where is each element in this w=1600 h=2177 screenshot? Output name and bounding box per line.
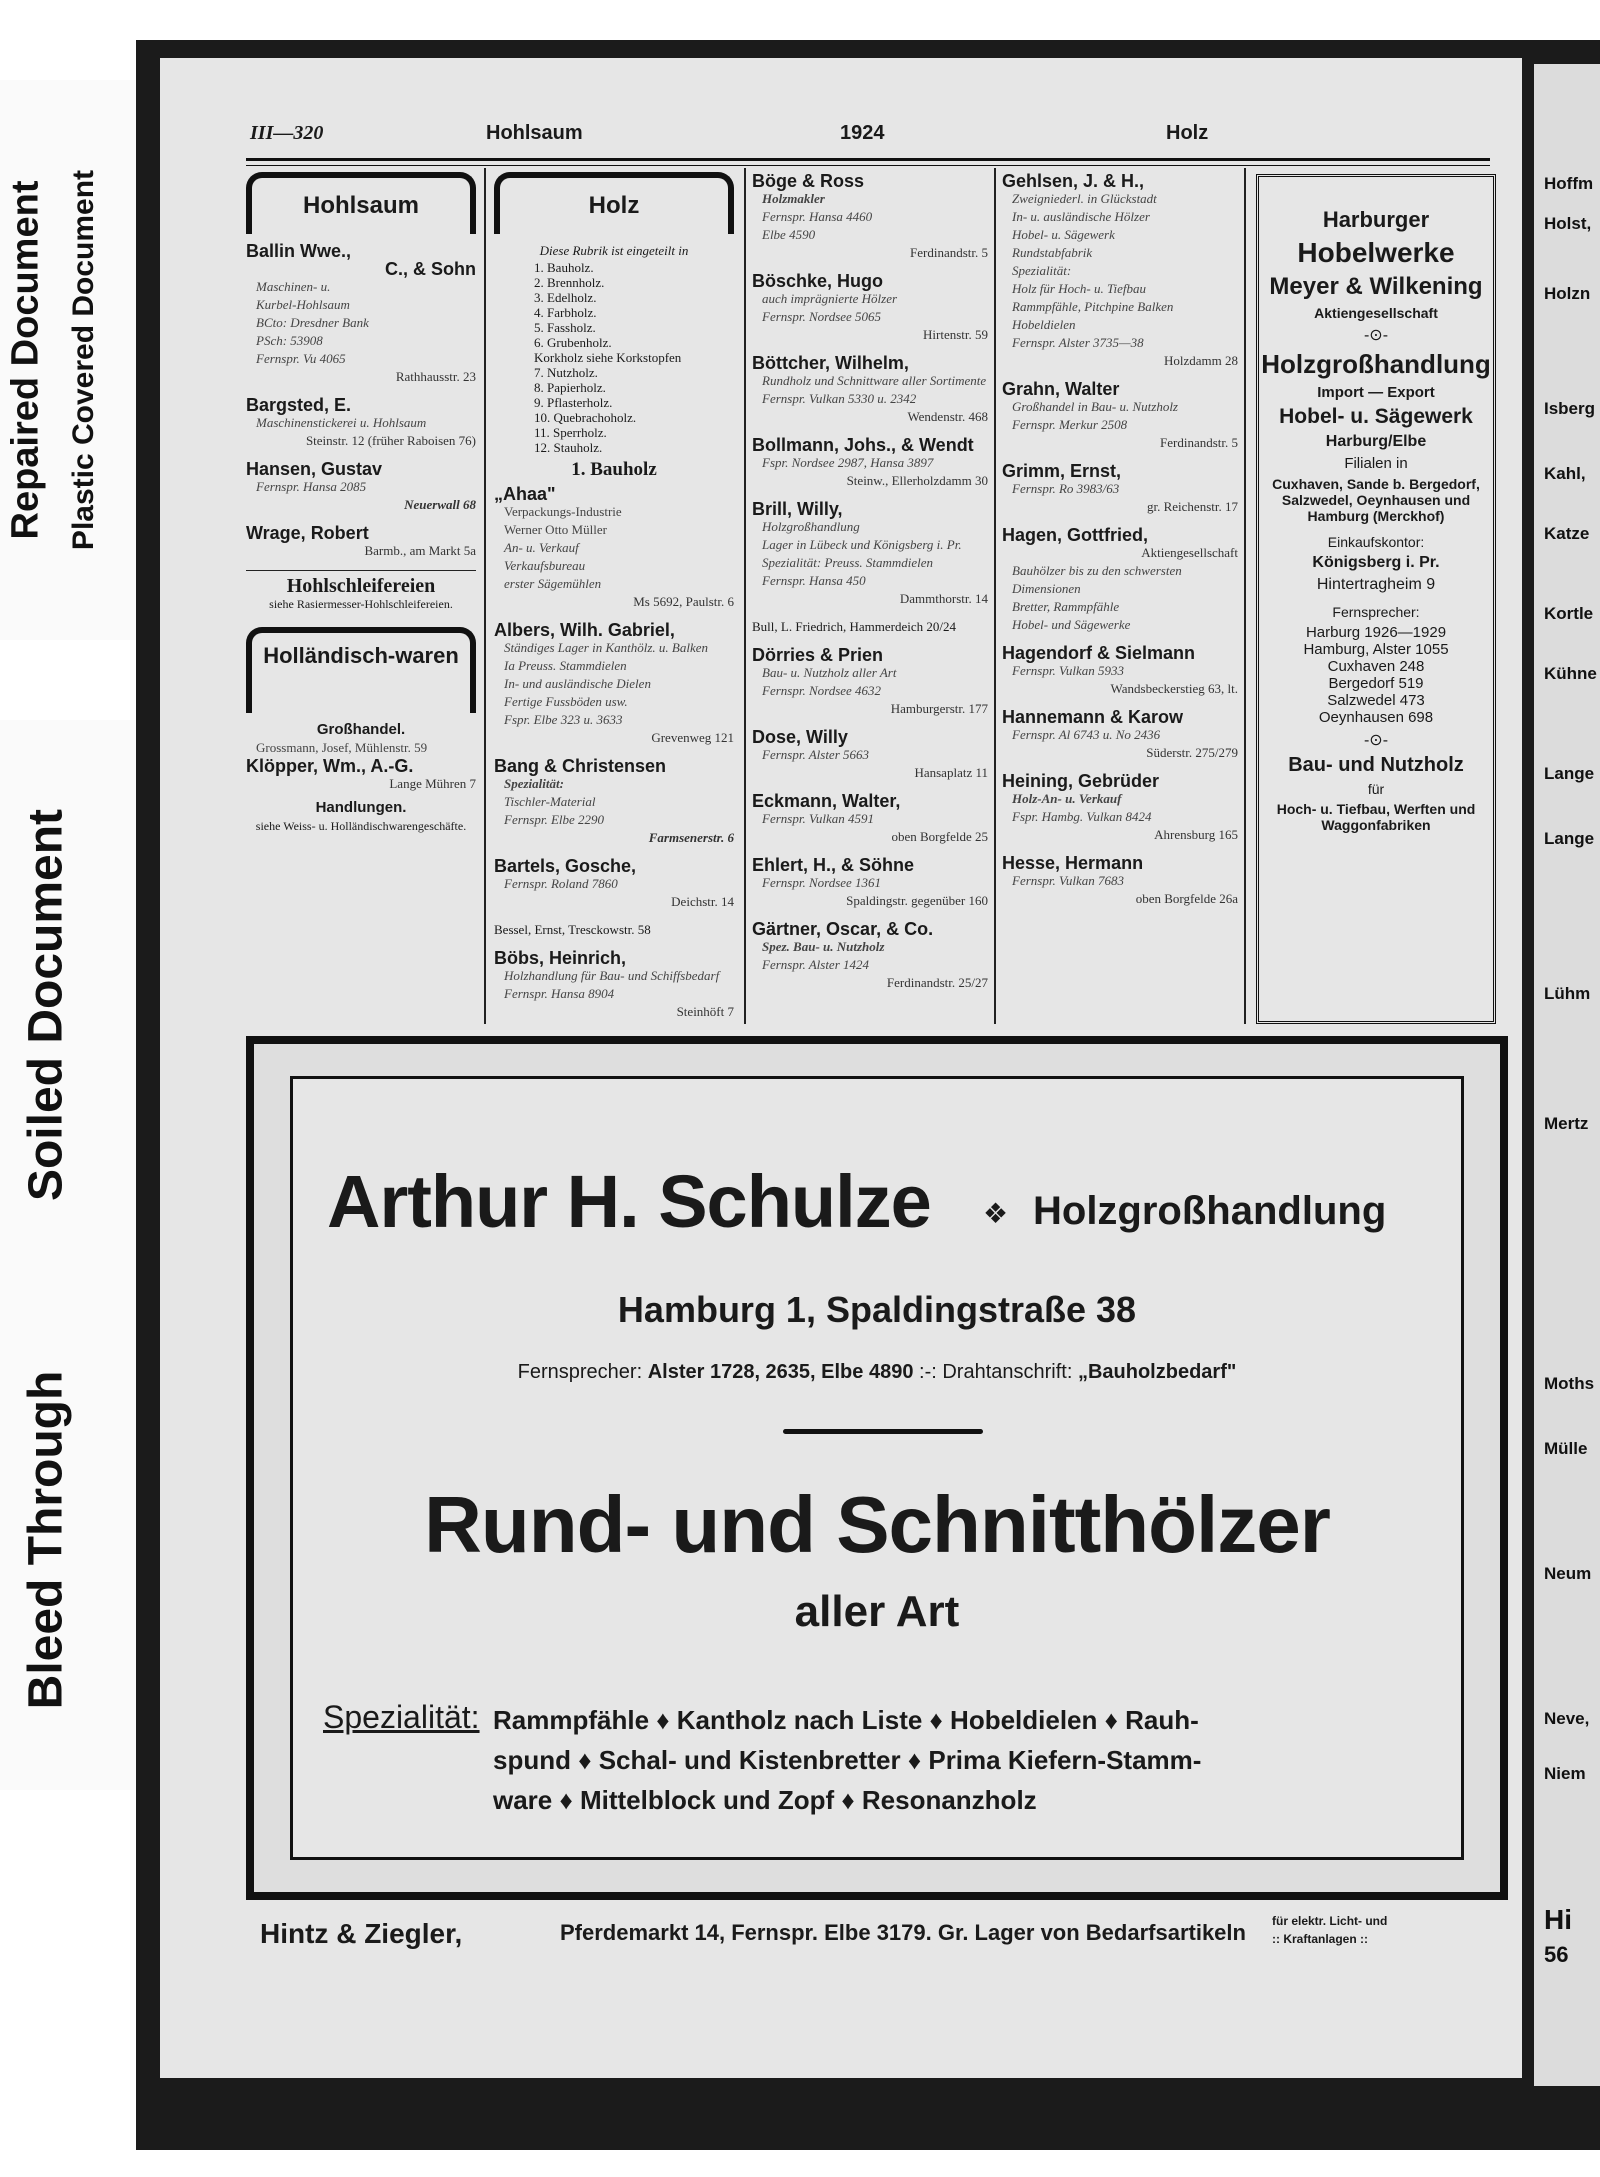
entry-line: Fernspr. Nordsee 4632 (762, 683, 882, 698)
entry (752, 646, 988, 718)
entry-address: Lange Mühren 7 (389, 776, 476, 791)
list-item: 10. Quebrachoholz. (534, 410, 637, 425)
ad-phone-label: Fernsprecher: (517, 1361, 643, 1383)
ad-spec-line: ware ♦ Mittelblock und Zopf ♦ Resonanzholz (493, 1785, 1037, 1815)
entry-address: Rathhausstr. 23 (395, 369, 476, 384)
ad-divider (783, 1429, 983, 1434)
entry (752, 618, 988, 636)
footer-company: Hintz & Ziegler, (260, 1918, 463, 1949)
list-item: 1. Bauholz. (534, 260, 594, 275)
entry (1002, 380, 1238, 452)
ad-line: Hoch- u. Tiefbau, Werften und Waggonfabriken (1276, 801, 1476, 833)
entry-line: Holzhandlung für Bau- und Schiffsbedarf (504, 968, 720, 983)
entry-line: Fernspr. Alster 3735—38 (1012, 335, 1144, 350)
entry (752, 920, 988, 992)
entry-name: Brill, Willy, (752, 499, 843, 519)
entry-line: An- u. Verkauf (504, 540, 579, 555)
entry-name: Klöpper, Wm., A.-G. (246, 756, 414, 776)
right-page-word: Moths (1544, 1374, 1595, 1393)
ornament-icon: -⊙- (1363, 732, 1389, 749)
tab-bleed-through (0, 1290, 138, 1790)
entry-address: Deichstr. 14 (671, 894, 734, 909)
column-divider (1244, 168, 1246, 1024)
entry-line: Fernspr. Al 6743 u. No 2436 (1012, 727, 1161, 742)
footer-small-text: :: Kraftanlagen :: (1272, 1932, 1368, 1946)
footer-ad (260, 1910, 1480, 1956)
header-year: 1924 (840, 122, 885, 144)
ad-line: Hintertragheim 9 (1316, 576, 1436, 593)
ad-line: Bergedorf 519 (1328, 675, 1424, 692)
entry-line: Rundholz und Schnittware aller Sortimente (762, 373, 987, 388)
entry-line: Fernspr. Nordsee 1361 (762, 875, 882, 890)
header-rule-thin (246, 165, 1490, 166)
entry-name: Grahn, Walter (1002, 379, 1120, 399)
entry-line: Fernspr. Alster 1424 (762, 957, 870, 972)
entry-address: Hirtenstr. 59 (923, 327, 988, 342)
entry-line: Maschinenstickerei u. Hohlsaum (256, 415, 427, 430)
entry-line: Barmb., am Markt 5a (364, 543, 476, 558)
entry-address: gr. Reichenstr. 17 (1147, 499, 1238, 514)
ad-address: Hamburg 1, Spaldingstraße 38 (617, 1289, 1137, 1330)
ad-line: Hobelwerke (1297, 237, 1455, 268)
entry-address: Wendenstr. 468 (907, 409, 988, 424)
list-item: 2. Brennholz. (534, 275, 605, 290)
ad-line: Meyer & Wilkening (1269, 273, 1483, 300)
entry-line: BCto: Dresdner Bank (256, 315, 369, 330)
ad-line: Harburg 1926—1929 (1305, 624, 1447, 641)
column-divider (744, 168, 746, 1024)
entry-line: Farmsenerstr. 6 (648, 830, 734, 845)
ad-phones: Alster 1728, 2635, Elbe 4890 (647, 1361, 914, 1383)
ad-spec-line: Rammpfähle ♦ Kantholz nach Liste ♦ Hobeldielen ♦ Rauh- (493, 1705, 1199, 1735)
list-item: 4. Farbholz. (534, 305, 597, 320)
entry (1002, 708, 1238, 762)
entry-address: Grevenweg 121 (651, 730, 734, 745)
entry-line: Großhandel in Bau- u. Nutzholz (1012, 399, 1178, 414)
entry-line: Fernspr. Merkur 2508 (1012, 417, 1128, 432)
ad-wire-address: „Bauholzbedarf" (1077, 1361, 1237, 1383)
entry-line: Verpackungs-Industrie (504, 504, 622, 519)
entry (1002, 172, 1238, 370)
list-item: 9. Pflasterholz. (534, 395, 613, 410)
entry (752, 500, 988, 608)
entry (1002, 644, 1238, 698)
entry-line: Tischler-Material (504, 794, 596, 809)
page-header (250, 118, 1480, 154)
entry-line: Zweigniederl. in Glückstadt (1012, 191, 1157, 206)
list-item: Korkholz siehe Korkstopfen (534, 350, 682, 365)
ad-line: Einkaufskontor: (1327, 534, 1425, 550)
entry-line: Hobel- und Sägewerke (1012, 617, 1131, 632)
list-item: 5. Fassholz. (534, 320, 596, 335)
entry-name: „Ahaa" (494, 484, 556, 504)
column-2 (494, 172, 734, 1022)
entry-line: Ms 5692, Paulstr. 6 (633, 594, 734, 609)
entry-line: Fernspr. Hansa 4460 (762, 209, 873, 224)
entry-line: Bauhölzer bis zu den schwersten Dimensionen (1012, 563, 1182, 596)
entry-line: Neuerwall 68 (404, 497, 476, 512)
entry-line: Ia Preuss. Stammdielen (504, 658, 627, 673)
list-item: 3. Edelholz. (534, 290, 597, 305)
header-right-word: Holz (1166, 122, 1209, 144)
entry-line: Elbe 4590 (762, 227, 816, 242)
section-header-hollaendischwaren: Holländisch-waren (246, 627, 476, 713)
entry-name: Grimm, Ernst, (1002, 461, 1122, 481)
entry-address: Ahrensburg 165 (1154, 827, 1238, 842)
right-page-word: Mertz (1544, 1114, 1589, 1133)
entry (494, 757, 734, 847)
entry (1002, 854, 1238, 908)
entry-line: Fernspr. Vulkan 5330 u. 2342 (762, 391, 917, 406)
right-page-word: Isberg (1544, 399, 1596, 418)
entry-name: Eckmann, Walter, (752, 791, 901, 811)
entry-name: Hannemann & Karow (1002, 707, 1184, 727)
ad-line: für (1367, 781, 1385, 797)
right-page-word: 56 (1544, 1942, 1569, 1967)
ad-spec-line: spund ♦ Schal- und Kistenbretter ♦ Prima Kiefern-Stamm- (493, 1745, 1202, 1775)
entry-line: Holzgroßhandlung (762, 519, 860, 534)
ad-line: Harburger (1322, 207, 1430, 232)
section-note: siehe Rasiermesser-Hohlschleifereien. (269, 597, 453, 611)
entry-line: Holz-An- u. Verkauf (1012, 791, 1122, 806)
header-rule (246, 158, 1490, 161)
category-list (494, 260, 734, 455)
entry-address: Ferdinandstr. 5 (910, 245, 988, 260)
entry-line: erster Sägemühlen (504, 576, 602, 591)
section-note: siehe Weiss- u. Holländischwarengeschäfte. (255, 819, 467, 833)
list-item: 8. Papierholz. (534, 380, 606, 395)
ad-wire-label: :-: Drahtanschrift: (919, 1361, 1073, 1383)
right-page-word: Neum (1544, 1564, 1592, 1583)
entry-name: Bartels, Gosche, (494, 856, 637, 876)
entry-address: Hansaplatz 11 (914, 765, 988, 780)
ad-line: Cuxhaven, Sande b. Bergedorf, Salzwedel, Oeynhausen und Hamburg (Merckhof) (1272, 476, 1480, 524)
right-page-word: Niem (1544, 1764, 1586, 1783)
entry-address: Hamburgerstr. 177 (890, 701, 988, 716)
entry-name: Bollmann, Johs., & Wendt (752, 435, 974, 455)
ad-line: Bau- und Nutzholz (1288, 754, 1464, 776)
entry (1002, 526, 1238, 634)
subsection-bauholz: 1. Bauholz (571, 459, 657, 480)
section-subhead: Großhandel. (316, 721, 406, 738)
entry-name: Bull, L. Friedrich, Hammerdeich 20/24 (752, 619, 956, 634)
footer-text: Pferdemarkt 14, Fernspr. Elbe 3179. Gr. Lager von Bedarfsartikeln (560, 1920, 1246, 1945)
entry-line: Spezialität: (1012, 263, 1072, 278)
footer-small-text: für elektr. Licht- und (1272, 1914, 1388, 1928)
entry-line: Fernspr. Nordsee 5065 (762, 309, 882, 324)
ad-line: Salzwedel 473 (1327, 692, 1425, 709)
right-page-word: Holzn (1544, 284, 1591, 303)
entry-line: PSch: 53908 (256, 333, 323, 348)
entry-address: Steinstr. 12 (früher Raboisen 76) (305, 433, 476, 448)
entry-line: Verkaufsbureau (504, 558, 586, 573)
entry-address: Dammthorstr. 14 (899, 591, 988, 606)
entry (246, 242, 476, 386)
entry-line: Kurbel-Hohlsaum (256, 297, 350, 312)
entry (246, 396, 476, 450)
entry-name: Bessel, Ernst, Tresckowstr. 58 (494, 922, 651, 937)
right-page-word: Lange (1544, 829, 1595, 848)
ad-line: Fernsprecher: (1332, 604, 1420, 620)
entry-line: Fernspr. Vulkan 5933 (1012, 663, 1125, 678)
entry (494, 921, 734, 939)
entry-name: Gehlsen, J. & H., (1002, 172, 1145, 191)
ad-headline-sub: aller Art (794, 1587, 960, 1636)
tab-label: Repaired Document (4, 180, 47, 540)
tab-repaired-document (0, 80, 138, 640)
arthur-schulze-ad (246, 1036, 1508, 1900)
entry-line: Spezialität: Preuss. Stammdielen (762, 555, 934, 570)
entry-line: Grossmann, Josef, Mühlenstr. 59 (256, 740, 428, 755)
entry-line: Fernspr. Vulkan 7683 (1012, 873, 1125, 888)
ad-line: Cuxhaven 248 (1327, 658, 1425, 675)
right-page-word: Hi (1544, 1904, 1572, 1935)
entry-line: Fernspr. Hansa 8904 (504, 986, 615, 1001)
entry-address: oben Borgfelde 25 (891, 829, 988, 844)
entry-address: Süderstr. 275/279 (1146, 745, 1238, 760)
entry-line: Fernspr. Vulkan 4591 (762, 811, 875, 826)
right-page-word: Holst, (1544, 214, 1592, 233)
entry-address: Holzdamm 28 (1163, 353, 1238, 368)
section-subhead: Handlungen. (315, 799, 407, 816)
list-item: 12. Stauholz. (534, 440, 603, 455)
entry-line: Spez. Bau- u. Nutzholz (762, 939, 885, 954)
ad-line: Hamburg, Alster 1055 (1303, 641, 1449, 658)
right-page-word: Kühne (1544, 664, 1597, 683)
entry-name: Hansen, Gustav (246, 459, 383, 479)
ad-line: Harburg/Elbe (1325, 433, 1427, 450)
column-divider (994, 168, 996, 1024)
ad-line: Oeynhausen 698 (1318, 709, 1434, 726)
entry (494, 857, 734, 911)
right-page-word: Hoffm (1544, 174, 1594, 193)
entry-line: Hobeldielen (1012, 317, 1076, 332)
page-number: III—320 (250, 122, 324, 144)
entry-address: Ferdinandstr. 5 (1160, 435, 1238, 450)
ad-company-name: Arthur H. Schulze (327, 1160, 931, 1243)
entry-line: Fernspr. Hansa 450 (762, 573, 866, 588)
entry-name: Böbs, Heinrich, (494, 948, 627, 968)
entry-line: Spezialität: (504, 776, 564, 791)
entry-address: Steinhöft 7 (676, 1004, 734, 1019)
entry-name: Bang & Christensen (494, 756, 667, 776)
entry-name: Bargsted, E. (246, 395, 352, 415)
entry-line: Fernspr. Ro 3983/63 (1012, 481, 1120, 496)
entry-name: Gärtner, Oscar, & Co. (752, 919, 934, 939)
entry-line: Rundstabfabrik (1012, 245, 1093, 260)
entry (1002, 462, 1238, 516)
column-3 (752, 172, 988, 1022)
right-page-word: Mülle (1544, 1439, 1588, 1458)
entry-line: Maschinen- u. (256, 279, 331, 294)
right-page-edge (1534, 64, 1600, 2086)
header-left-word: Hohlsaum (486, 122, 583, 144)
section-header-hohlschleifereien: Hohlschleifereien (246, 570, 476, 595)
entry-name: Albers, Wilh. Gabriel, (494, 620, 675, 640)
entry-line: Steinw., Ellerholzdamm 30 (846, 473, 988, 488)
section-header-hohlsaum: Hohlsaum (246, 172, 476, 234)
entry (1002, 772, 1238, 844)
entry-address: Ferdinandstr. 25/27 (886, 975, 988, 990)
ornament-icon: -⊙- (1363, 327, 1389, 344)
entry-line: Holzmakler (762, 191, 825, 206)
right-page-word: Lühm (1544, 984, 1591, 1003)
tab-soiled-document (0, 720, 138, 1290)
ad-line: Hobel- u. Sägewerk (1279, 405, 1473, 428)
entry-line: Fernspr. Vu 4065 (256, 351, 346, 366)
tab-label: Soiled Document (19, 808, 73, 1202)
entry-line: Wandsbeckerstieg 63, lt. (1110, 681, 1238, 696)
entry-name: Hagen, Gottfried, (1002, 525, 1149, 545)
column-1 (246, 172, 476, 1022)
entry-line: Fernspr. Alster 5663 (762, 747, 870, 762)
entry (752, 792, 988, 846)
right-page-word: Neve, (1544, 1709, 1590, 1728)
entry-line: Werner Otto Müller (504, 522, 607, 537)
entry (494, 949, 734, 1021)
ad-line: Filialen in (1344, 455, 1408, 472)
footer-rule (246, 1896, 1490, 1898)
list-item: 11. Sperrholz. (534, 425, 607, 440)
entry (752, 728, 988, 782)
entry-line: In- und ausländische Dielen (504, 676, 651, 691)
section-intro: Diese Rubrik ist eingeteilt in (539, 243, 689, 258)
entry-name: Hagendorf & Sielmann (1002, 643, 1196, 663)
entry-line: Fernspr. Elbe 2290 (504, 812, 605, 827)
entry (494, 485, 734, 611)
entry (246, 524, 476, 560)
list-item: 7. Nutzholz. (534, 365, 598, 380)
column-4 (1002, 172, 1238, 1022)
entry-name: Böttcher, Wilhelm, (752, 353, 909, 373)
entry-name: C., & Sohn (385, 259, 476, 279)
ad-separator-icon: ❖ (983, 1199, 1009, 1230)
ad-line: Königsberg i. Pr. (1312, 554, 1440, 571)
entry-line: Bau- u. Nutzholz aller Art (762, 665, 897, 680)
ad-business-type: Holzgroßhandlung (1033, 1189, 1387, 1233)
entry-name: Dose, Willy (752, 727, 848, 747)
entry-line: auch imprägnierte Hölzer (762, 291, 898, 306)
entry-line: Fspr. Nordsee 2987, Hansa 3897 (762, 455, 934, 470)
ad-line: Import — Export (1317, 384, 1435, 401)
harburger-hobelwerke-ad (1256, 174, 1496, 1024)
entry-line: Spaldingstr. gegenüber 160 (846, 893, 988, 908)
entry (246, 460, 476, 514)
entry-name: Böschke, Hugo (752, 271, 884, 291)
ad-contact (293, 1361, 1461, 1384)
entry-name: Ballin Wwe., (246, 241, 352, 261)
entry (752, 172, 988, 262)
entry-line: Fernspr. Hansa 2085 (256, 479, 367, 494)
entry-line: Fspr. Hambg. Vulkan 8424 (1012, 809, 1152, 824)
section-header-holz: Holz (494, 172, 734, 234)
right-page-word: Kortle (1544, 604, 1594, 623)
entry-line: Hobel- u. Sägewerk (1012, 227, 1115, 242)
tab-label: Bleed Through (19, 1370, 73, 1710)
entry (752, 856, 988, 910)
entry-line: Aktiengesellschaft (1141, 545, 1238, 560)
tab-label: Plastic Covered Document (67, 169, 100, 551)
entry-line: Lager in Lübeck und Königsberg i. Pr. (762, 537, 962, 552)
entry-name: Dörries & Prien (752, 645, 884, 665)
entry-line: Rammpfähle, Pitchpine Balken (1012, 299, 1174, 314)
entry-line: Fertige Fussböden usw. (504, 694, 628, 709)
entry-line: In- u. ausländische Hölzer (1012, 209, 1150, 224)
entry (494, 621, 734, 747)
entry (752, 272, 988, 344)
ad-line: Holzgroßhandlung (1261, 349, 1491, 379)
entry-name: Hesse, Hermann (1002, 853, 1144, 873)
entry-address: oben Borgfelde 26a (1135, 891, 1238, 906)
right-page-word: Lange (1544, 764, 1595, 783)
entry-name: Böge & Ross (752, 172, 865, 191)
ad-spec-label: Spezialität: (323, 1699, 480, 1735)
entry-name: Wrage, Robert (246, 523, 369, 543)
ad-headline: Rund- und Schnitthölzer (424, 1480, 1330, 1569)
list-item: 6. Grubenholz. (534, 335, 612, 350)
entry-line: Ständiges Lager in Kanthölz. u. Balken (504, 640, 709, 655)
entry-line: Bretter, Rammpfähle (1012, 599, 1120, 614)
entry-line: Fernspr. Roland 7860 (504, 876, 618, 891)
right-page-word: Katze (1544, 524, 1590, 543)
ad-inner-frame (290, 1076, 1464, 1860)
entry (752, 354, 988, 426)
column-divider (484, 168, 486, 1024)
right-page-word: Kahl, (1544, 464, 1586, 483)
ad-line: Aktiengesellschaft (1314, 305, 1438, 321)
entry-line: Fspr. Elbe 323 u. 3633 (504, 712, 623, 727)
entry-name: Heining, Gebrüder (1002, 771, 1160, 791)
entry-name: Ehlert, H., & Söhne (752, 855, 915, 875)
entry-line: Holz für Hoch- u. Tiefbau (1012, 281, 1146, 296)
entry (752, 436, 988, 490)
